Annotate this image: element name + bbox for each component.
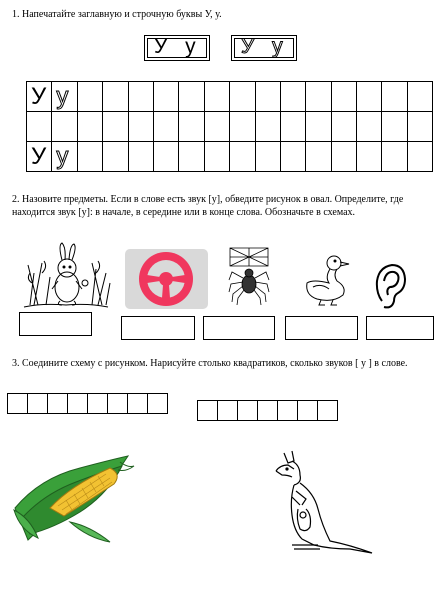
grid-cell[interactable] (179, 82, 204, 112)
grid-cell[interactable] (255, 142, 280, 172)
scheme-left-cell[interactable] (88, 394, 108, 414)
grid-cell[interactable] (179, 142, 204, 172)
answer-box-ear[interactable] (366, 316, 434, 340)
answer-box-hare[interactable] (19, 312, 92, 336)
grid-cell[interactable] (204, 112, 229, 142)
grid-cell[interactable] (407, 112, 432, 142)
grid-cell[interactable] (128, 142, 153, 172)
grid-cell[interactable] (255, 82, 280, 112)
scheme-right-cell[interactable] (298, 401, 318, 421)
grid-cell[interactable] (280, 82, 305, 112)
grid-cell[interactable] (230, 112, 255, 142)
sound-scheme-right[interactable] (197, 400, 338, 421)
grid-cell[interactable] (357, 142, 382, 172)
grid-cell[interactable] (331, 142, 356, 172)
grid-cell[interactable] (77, 82, 102, 112)
grid-cell[interactable] (77, 142, 102, 172)
scheme-right-cell[interactable] (198, 401, 218, 421)
grid-cell[interactable] (52, 82, 77, 112)
scheme-left-cell[interactable] (68, 394, 88, 414)
answer-box-spider[interactable] (203, 316, 275, 340)
grid-cell[interactable] (306, 112, 331, 142)
scheme-right-cell[interactable] (238, 401, 258, 421)
scheme-left-cell[interactable] (48, 394, 68, 414)
grid-cell[interactable] (204, 82, 229, 112)
grid-cell[interactable] (280, 112, 305, 142)
grid-letter: у (56, 143, 69, 170)
task2-title: 2. Назовите предметы. Если в слове есть звук [у], обведите рисунок в овал. Определите, где находится звук [у]: в начале, в середине или в конце слова. Обозначьте в схемах. (12, 194, 404, 218)
grid-cell[interactable] (204, 142, 229, 172)
grid-cell[interactable] (382, 142, 407, 172)
grid-row (27, 112, 433, 142)
grid-cell[interactable] (153, 82, 178, 112)
scheme-left-cell[interactable] (148, 394, 168, 414)
scheme-right-cell[interactable] (218, 401, 238, 421)
scheme-left-cell[interactable] (108, 394, 128, 414)
grid-letter: У (31, 83, 47, 110)
grid-cell[interactable] (306, 142, 331, 172)
grid-cell[interactable] (331, 82, 356, 112)
task3-title: 3. Соедините схему с рисунком. Нарисуйте столько квадратиков, сколько звуков [ у ] в слове. (12, 358, 408, 369)
grid-cell[interactable] (357, 82, 382, 112)
grid-cell[interactable] (306, 82, 331, 112)
grid-letter: У (31, 143, 47, 170)
grid-cell[interactable] (128, 112, 153, 142)
sample-letters-dotted (231, 35, 297, 61)
scheme-left-cell[interactable] (8, 394, 28, 414)
hare-icon[interactable] (22, 243, 110, 309)
scheme-left-cell[interactable] (128, 394, 148, 414)
grid-cell[interactable] (382, 112, 407, 142)
grid-cell[interactable] (153, 112, 178, 142)
grid-cell[interactable] (27, 112, 52, 142)
grid-cell[interactable] (331, 112, 356, 142)
answer-box-wheel[interactable] (121, 316, 195, 340)
scheme-left-cell[interactable] (28, 394, 48, 414)
grid-cell[interactable] (255, 112, 280, 142)
sample-dotted-text: У у (241, 35, 289, 58)
grid-cell[interactable] (153, 142, 178, 172)
spider-icon[interactable] (228, 246, 271, 306)
grid-cell[interactable] (52, 112, 77, 142)
scheme-right-cell[interactable] (318, 401, 338, 421)
sample-solid-text: У у (154, 35, 202, 58)
steering-wheel-icon[interactable] (125, 249, 208, 309)
task1-title: 1. Напечатайте заглавную и строчную буквы У, у. (12, 9, 222, 20)
grid-cell[interactable] (382, 82, 407, 112)
kangaroo-icon[interactable] (270, 449, 374, 559)
grid-cell[interactable] (103, 142, 128, 172)
answer-box-duck[interactable] (285, 316, 358, 340)
grid-cell[interactable] (230, 82, 255, 112)
grid-cell[interactable] (280, 142, 305, 172)
scheme-right-cell[interactable] (258, 401, 278, 421)
grid-cell[interactable] (357, 112, 382, 142)
grid-cell[interactable] (179, 112, 204, 142)
scheme-right-cell[interactable] (278, 401, 298, 421)
grid-cell[interactable] (27, 82, 52, 112)
ear-icon[interactable] (374, 263, 406, 309)
grid-cell[interactable] (27, 142, 52, 172)
duck-icon[interactable] (303, 253, 351, 306)
grid-cell[interactable] (52, 142, 77, 172)
grid-cell[interactable] (230, 142, 255, 172)
grid-cell[interactable] (407, 142, 432, 172)
grid-letter: у (56, 83, 69, 110)
grid-cell[interactable] (407, 82, 432, 112)
sample-letters-solid (144, 35, 210, 61)
letter-writing-grid (26, 81, 433, 172)
grid-row (27, 82, 433, 112)
grid-cell[interactable] (103, 82, 128, 112)
grid-cell[interactable] (128, 82, 153, 112)
sound-scheme-left[interactable] (7, 393, 168, 414)
grid-cell[interactable] (77, 112, 102, 142)
corn-icon[interactable] (10, 438, 135, 546)
grid-row (27, 142, 433, 172)
grid-cell[interactable] (103, 112, 128, 142)
